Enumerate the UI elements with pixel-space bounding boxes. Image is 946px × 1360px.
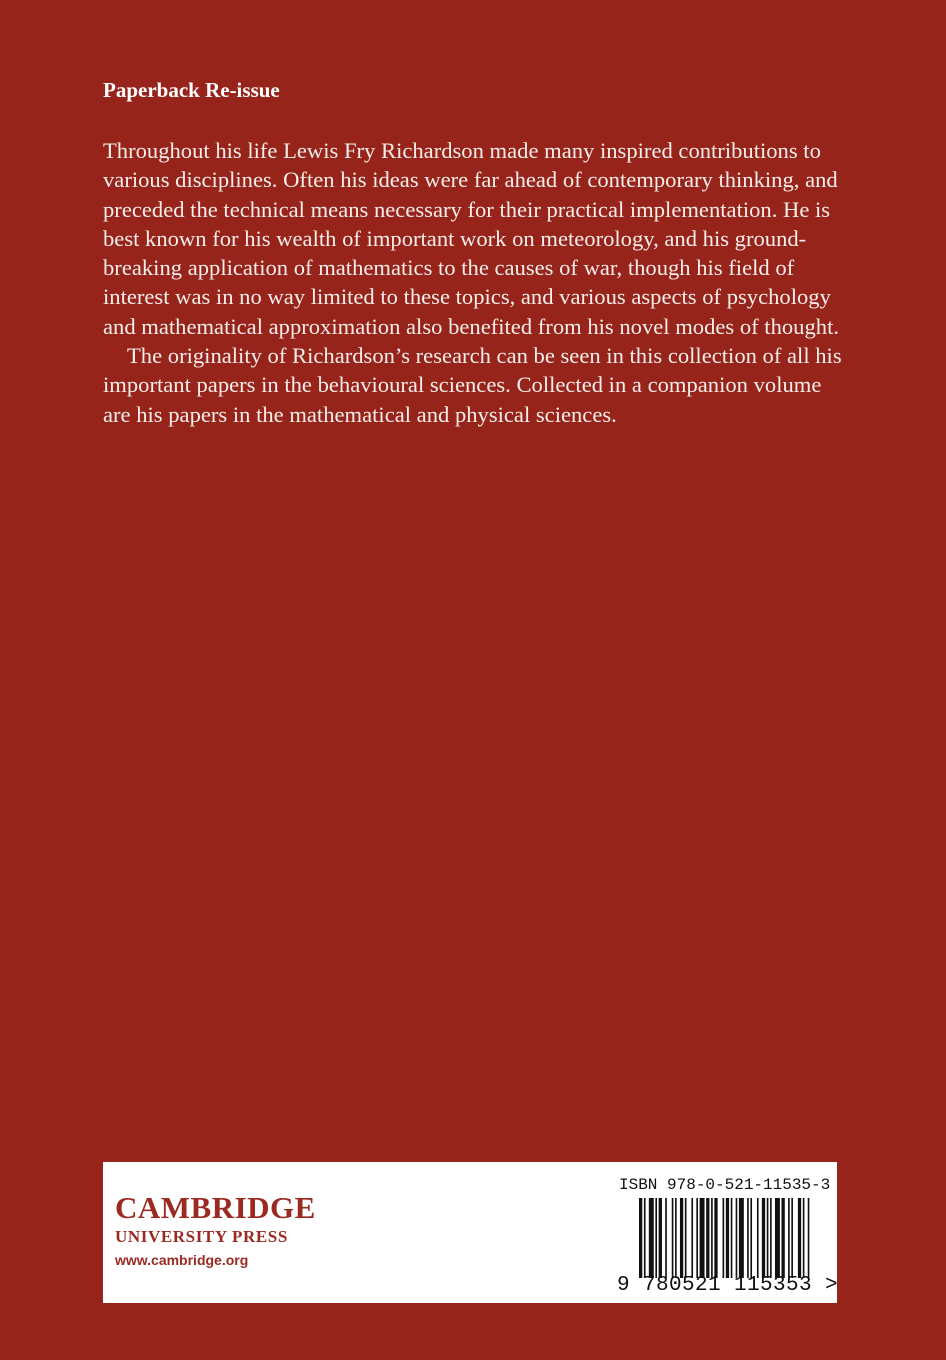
barcode-bar: [655, 1198, 657, 1278]
barcode-bar: [782, 1198, 785, 1278]
barcode-bar: [731, 1198, 733, 1278]
publisher-name: CAMBRIDGE: [115, 1190, 316, 1225]
publisher-logo: [115, 1192, 316, 1270]
paragraph-1: Throughout his life Lewis Fry Richardson made many inspired contributions to various disciplines. Often his ideas were far ahead of contemporary thinking, and preceded the technical means necessary for their practical implementation. He is best known for his wealth of important work on meteorology, and his ground-breaking application of mathematics to the causes of war, though his field of interest was in no way limited to these topics, and various aspects of psychology and mathematical approximation also benefited from his novel modes of thought.: [103, 138, 839, 339]
barcode-bar: [714, 1198, 717, 1278]
barcode-bar: [798, 1198, 801, 1278]
barcode-bar: [726, 1198, 729, 1278]
barcode-bar: [711, 1198, 713, 1278]
barcode-bar: [723, 1198, 725, 1278]
barcode-bar: [672, 1198, 674, 1278]
barcode-bar: [685, 1198, 687, 1278]
heading: Paperback Re-issue: [103, 78, 280, 102]
barcode-bar: [691, 1198, 693, 1278]
isbn-label: ISBN 978-0-521-11535-3: [619, 1176, 831, 1194]
barcode-bar: [791, 1198, 793, 1278]
barcode-bar: [775, 1198, 780, 1278]
description: [103, 136, 848, 429]
barcode-bar: [665, 1198, 667, 1278]
barcode-bar: [639, 1198, 642, 1278]
barcode-bar: [757, 1198, 759, 1278]
barcode-bar: [803, 1198, 805, 1278]
barcode-bar: [700, 1198, 705, 1278]
barcode-bar: [644, 1198, 646, 1278]
barcode-bar: [696, 1198, 698, 1278]
barcode-bar: [762, 1198, 765, 1278]
barcode-digits: 9 780521 115353 >: [617, 1274, 839, 1297]
barcode-bar: [750, 1198, 752, 1278]
barcode-bar: [767, 1198, 769, 1278]
barcode-bar: [788, 1198, 790, 1278]
publisher-url: www.cambridge.org: [115, 1252, 249, 1268]
barcode-bar: [736, 1198, 738, 1278]
barcode-bar: [675, 1198, 677, 1278]
paragraph-2: The originality of Richardson’s research can be seen in this collection of all his important papers in the behavioural sciences. Collected in a companion volume are his papers in the mathematical and physical sciences.: [103, 343, 842, 427]
barcode-bar: [739, 1198, 744, 1278]
barcode-bar: [808, 1198, 810, 1278]
barcode-bar: [706, 1198, 709, 1278]
barcode-bars: [639, 1198, 811, 1278]
publisher-subtitle: UNIVERSITY PRESS: [115, 1227, 288, 1246]
isbn-barcode: [597, 1172, 839, 1298]
barcode-bar: [747, 1198, 749, 1278]
publisher-barcode-panel: [103, 1162, 837, 1303]
barcode-bar: [680, 1198, 683, 1278]
barcode-bar: [770, 1198, 772, 1278]
barcode-bar: [659, 1198, 662, 1278]
barcode-bar: [649, 1198, 654, 1278]
